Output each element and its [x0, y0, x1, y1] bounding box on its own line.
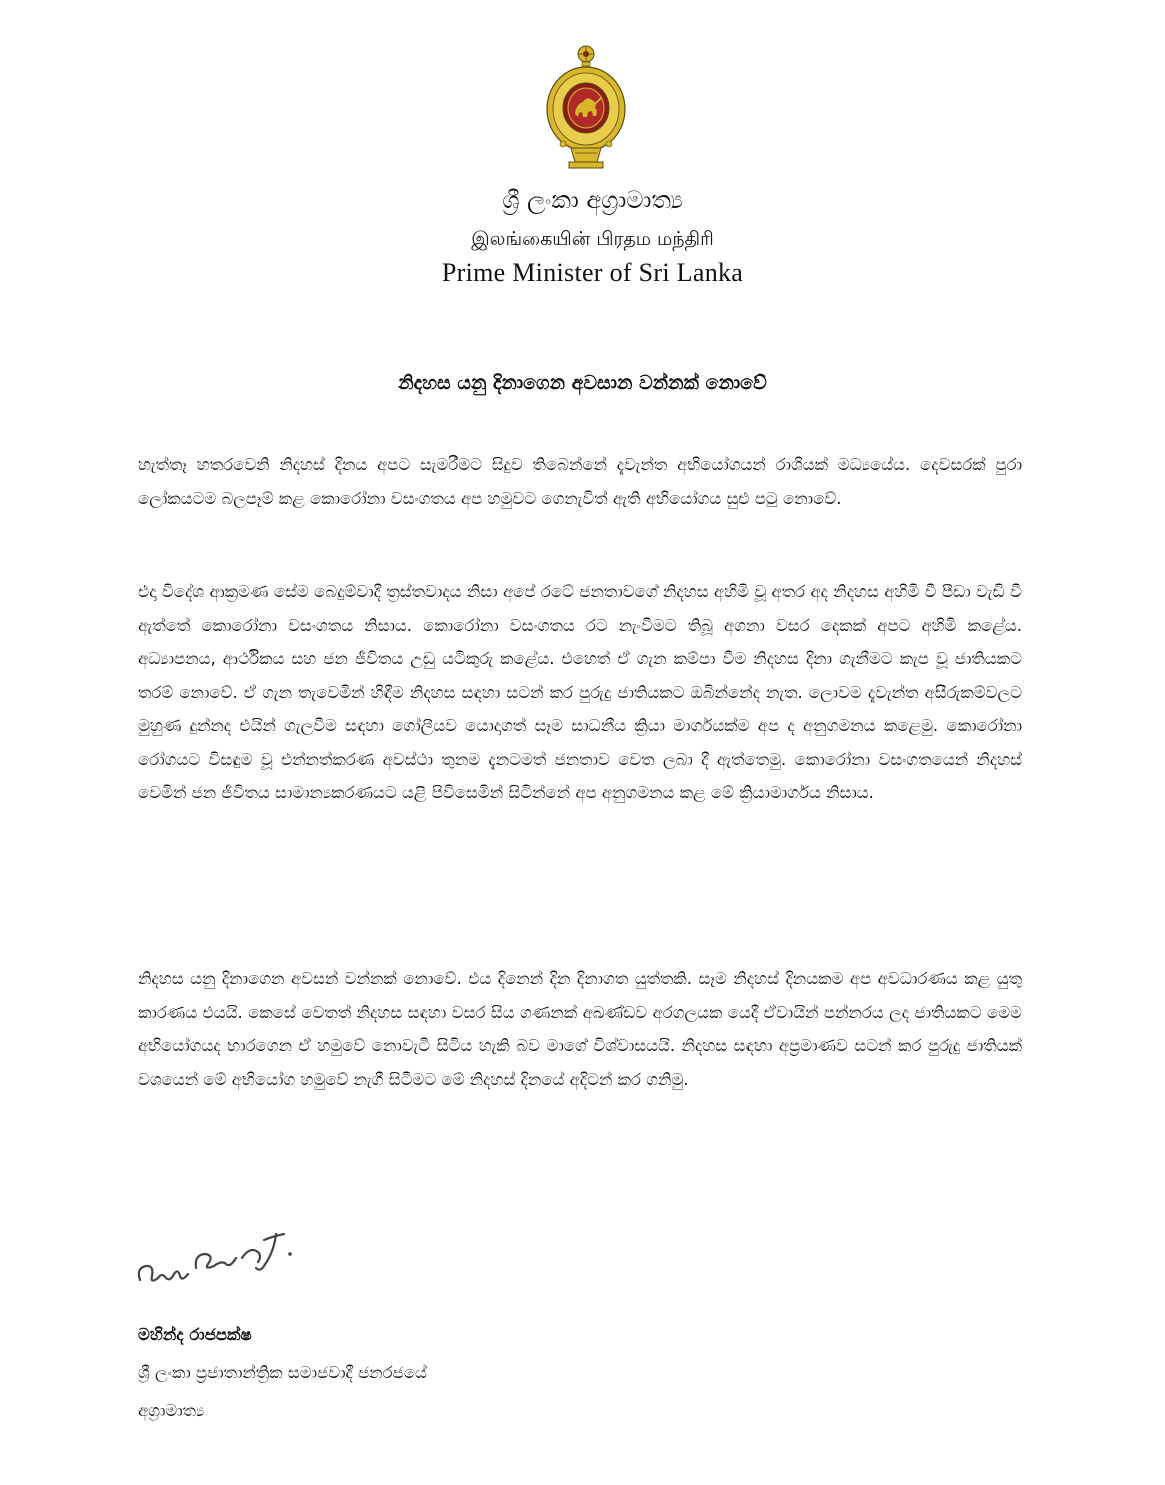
document-title: නිදහස යනු දිනාගෙන අවසාන වන්නක් නොවේ — [398, 372, 767, 394]
paragraph-text: එදා විදේශ ආක්‍රමණ සේම බෙදුම්වාදී ත්‍රස්තවාදය නිසා අපේ රටේ ජනතාවගේ නිදහස අහිමි වූ අතර අද නිදහස අහිමි වී පීඩා වැඩි වී ඇත්තේ කොරෝනා වසංගතය නිසාය. කොරෝනා වසංගතය රට නැංවීමට තිබූ අගනා වසර දෙකක් අපට අහිමි කළේය. අධ්‍යාපනය, ආර්ථිකය සහ ජන ජීවිතය උඩු යටිකුරු කළේය. එහෙත් ඒ ගැන කම්පා වීම නිදහස දිනා ගැනීමට කැප වූ ජාතියකට තරම් නොවේ. ඒ ගැන තැවෙමින් හිඳීම නිදහස සඳහා සටන් කර පුරුදු ජාතියකට ඔබින්නේද නැත. ලොවම දැවැන්ත අසීරුකම්වලට මුහුණ දුන්නද එයින් ගැලවීම සඳහා ගෝලීයව යොදාගත් සෑම සාධනීය ක්‍රියා මාර්ගයක්ම අප ද අනුගමනය කළෙමු. කොරෝනා රෝගයට විසඳුම වූ එන්නත්කරණ අවස්ථා තුනම දැනටමත් ජනතාව වෙත ලබා දී ඇත්තෙමු. කොරෝනා වසංගතයෙන් නිදහස් වෙමින් ජන ජීවිතය සාමාන්‍යකරණයට යළි පිවිසෙමින් සිටින්නේ අප අනුගමනය කළ මේ ක්‍රියාමාර්ගය නිසාය. — [138, 582, 1022, 802]
header-title-tamil: இலங்கையின் பிரதம மந்திரி — [471, 228, 714, 250]
signatory-name: මහින්ද රාජපක්ෂ — [138, 1325, 252, 1344]
paragraph-text: හැත්තෑ හතරවෙනි නිදහස් දිනය අපට සැමරීමට සිදුව තිබෙන්නේ දැවැන්ත අභියෝගයන් රාශියක් මධ්‍යයේය. දෙවසරක් පුරා ලෝකයටම බලපෑම් කළ කොරෝනා වසංගතය අප හමුවට ගෙනැවිත් ඇති අභියෝගය සුළු පටු නොවේ. — [138, 455, 1022, 508]
paragraph-3 — [138, 962, 1022, 1096]
sri-lanka-emblem — [545, 44, 627, 170]
header-title-english: Prime Minister of Sri Lanka — [441, 258, 744, 287]
header-title-sinhala: ශ්‍රී ලංකා අග්‍රාමාත්‍ය — [502, 186, 683, 214]
signatory-title-line-2: අග්‍රාමාත්‍ය — [138, 1401, 205, 1420]
paragraph-text: නිදහස යනු දිනාගෙන අවසන් වන්නක් නොවේ. එය දිනෙන් දින දිනාගත යුත්තකි. සෑම නිදහස් දිනයකම අප අවධාරණය කළ යුතු කාරණය එයයි. කෙසේ වෙතත් නිදහස සඳහා වසර සිය ගණනක් අඛණ්ඩව අරගලයක යෙදී ඒවායින් පන්නරය ලද ජාතියකට මෙම අභියෝගයද භාරගෙන ඒ හමුවේ නොවැටී සිටිය හැකි බව මාගේ විශ්වාසයයි. නිදහස සඳහා අප්‍රමාණව සටන් කර පුරුදු ජාතියක් වශයෙන් මේ අභියෝග හමුවේ නැගී සිටීමට මේ නිදහස් දිනයේ අදිටන් කර ගනිමු. — [138, 969, 1022, 1089]
handwritten-signature — [134, 1218, 334, 1298]
paragraph-1 — [138, 448, 1022, 515]
paragraph-2 — [138, 575, 1022, 810]
signatory-title-line-1: ශ්‍රී ලංකා ප්‍රජාතාන්ත්‍රික සමාජවාදී ජනරජයේ — [138, 1363, 427, 1382]
